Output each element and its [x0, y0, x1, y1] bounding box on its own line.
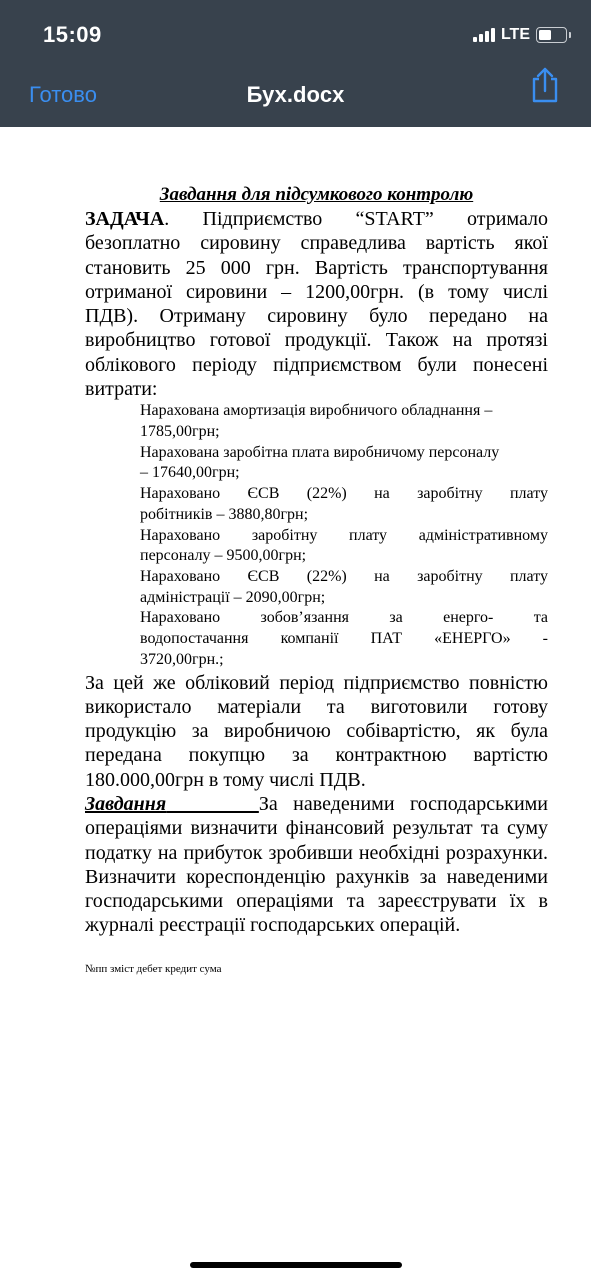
expense-item — [140, 608, 548, 670]
expense-line: Нараховано зобов’язання за енерго- та — [140, 609, 548, 627]
expense-item — [140, 401, 548, 442]
signal-icon — [473, 28, 495, 42]
expense-line: водопостачання компанії ПАТ «ЕНЕРГО» - — [140, 630, 548, 648]
task-lead: ЗАДАЧА — [85, 208, 165, 230]
expense-line: персоналу – 9500,00грн; — [140, 547, 307, 565]
document-title: Бух.docx — [246, 82, 345, 107]
expense-item — [140, 526, 548, 567]
expense-line: Нарахована амортизація виробничого обладнання – — [140, 402, 493, 420]
expense-list — [140, 401, 548, 670]
expense-item — [140, 567, 548, 608]
expense-line: 1785,00грн; — [140, 423, 220, 441]
table-header: №пп зміст дебет кредит сума — [85, 962, 222, 975]
period-paragraph: За цей же обліковий період підприємство повністю використало матеріали та виготовили готову продукцію за виробничою собівартістю, як була передана покупцю за контрактною вартістю 180.000,00грн в тому числі ПДВ. — [85, 671, 548, 791]
assignment-paragraph — [85, 792, 548, 938]
expense-line: Нарахована заробітна плата виробничому персоналу — [140, 443, 500, 461]
expense-line: Нараховано ЄСВ (22%) на заробітну плату — [140, 568, 548, 585]
done-button[interactable]: Готово — [29, 82, 97, 107]
document-heading: Завдання для підсумкового контролю — [159, 184, 474, 205]
status-icons — [473, 25, 567, 45]
assignment-text: За наведеними господарськими операціями визначити фінансовий результат та суму податку на прибуток зробивши необхідні розрахунки. Визначити кореспонденцію рахунків за наведеними господарськими операціями та зареєструвати їх в журналі реєстрації господарських операцій. — [85, 793, 549, 937]
expense-line: Нараховано ЄСВ (22%) на заробітну плату — [140, 485, 548, 503]
expense-line: 3720,00грн.; — [140, 650, 224, 668]
expense-item — [140, 484, 548, 525]
task-text: . Підприємство “START” отримало безоплатно сировину справедлива вартість якої становить 25 000 грн. Вартість транспортування отриманої сировини – 1200,00грн. (в тому числі ПДВ). Отриману сировину було передано на виробництво готової продукції. Також на протязі облікового періоду підприємством були понесені витрати: — [85, 208, 548, 401]
status-time: 15:09 — [43, 22, 102, 47]
network-label: LTE — [500, 26, 530, 43]
battery-icon — [536, 27, 567, 43]
document-content — [85, 183, 548, 976]
home-indicator[interactable] — [190, 1262, 402, 1268]
expense-line: – 17640,00грн; — [140, 464, 240, 482]
assignment-label: Завдання — [85, 793, 167, 815]
top-bar — [0, 0, 591, 127]
expense-line: адміністрації – 2090,00грн; — [140, 588, 326, 606]
expense-line: робітників – 3880,80грн; — [140, 505, 309, 523]
expense-item — [140, 443, 548, 484]
assignment-underline-gap — [166, 793, 259, 815]
expense-line: Нараховано заробітну плату адміністративному — [140, 526, 548, 544]
share-icon[interactable] — [529, 66, 561, 104]
task-paragraph — [85, 207, 548, 401]
